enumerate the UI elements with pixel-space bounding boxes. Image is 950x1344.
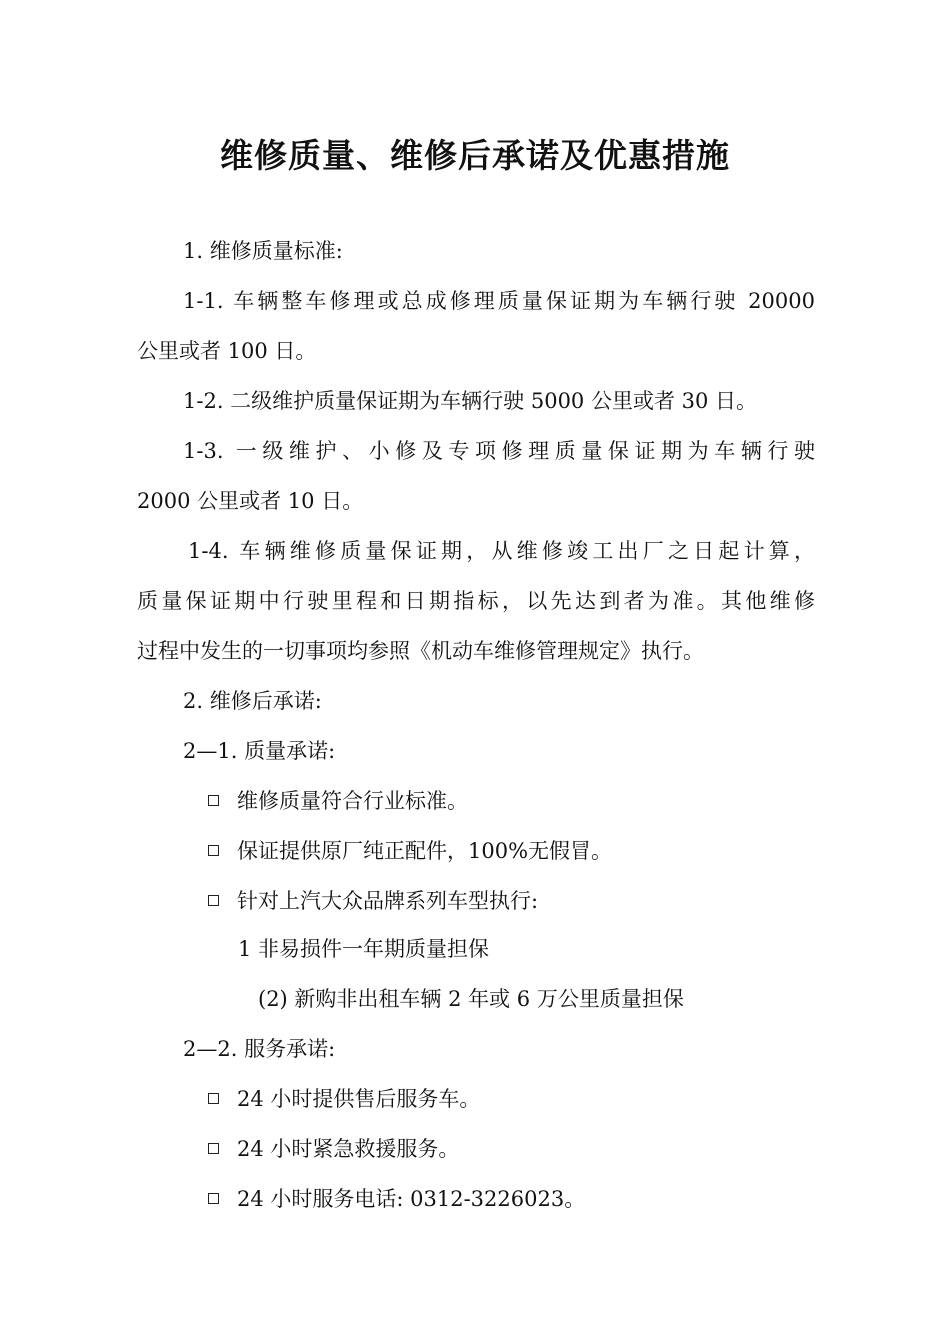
square-bullet-icon [208,895,219,906]
list-item-text: 24 小时紧急救援服务。 [237,1137,460,1161]
paragraph-1-3-line1: 1-3. 一级维护、小修及专项修理质量保证期为车辆行驶 [183,439,815,463]
paragraph-1-4-line2: 质量保证期中行驶里程和日期指标，以先达到者为准。其他维修 [137,589,815,613]
subsection-2-2-heading: 2—2. 服务承诺: [183,1037,336,1061]
subsection-2-1-heading: 2—1. 质量承诺: [183,739,336,763]
section2-heading: 2. 维修后承诺: [183,689,322,713]
square-bullet-icon [208,845,219,856]
list-item [208,786,468,816]
list-item [208,836,612,866]
list-item-text: 24 小时提供售后服务车。 [237,1087,481,1111]
list-item-text: 针对上汽大众品牌系列车型执行: [237,889,539,913]
list-item [208,886,538,916]
paragraph-1-4-line3: 过程中发生的一切事项均参照《机动车维修管理规定》执行。 [137,639,704,663]
sub-list-item-1: 1 非易损件一年期质量担保 [238,937,490,961]
square-bullet-icon [208,1143,219,1154]
list-item-text: 保证提供原厂纯正配件，100%无假冒。 [237,839,613,863]
square-bullet-icon [208,795,219,806]
section1-heading: 1. 维修质量标准: [183,239,343,263]
list-item-text: 维修质量符合行业标准。 [237,789,468,813]
paragraph-1-4-line1: 1-4. 车辆维修质量保证期，从维修竣工出厂之日起计算， [188,539,815,563]
list-item [208,1084,480,1114]
paragraph-1-1-line2: 公里或者 100 日。 [137,339,317,363]
paragraph-1-3-line2: 2000 公里或者 10 日。 [137,489,364,513]
paragraph-1-2: 1-2. 二级维护质量保证期为车辆行驶 5000 公里或者 30 日。 [183,389,758,413]
list-item [208,1184,585,1214]
square-bullet-icon [208,1093,219,1104]
list-item [208,1134,459,1164]
sub-list-item-2: (2) 新购非出租车辆 2 年或 6 万公里质量担保 [258,987,684,1011]
square-bullet-icon [208,1193,219,1204]
list-item-text: 24 小时服务电话: 0312-3226023。 [237,1187,586,1211]
paragraph-1-1-line1: 1-1. 车辆整车修理或总成修理质量保证期为车辆行驶 20000 [183,289,815,313]
document-title: 维修质量、维修后承诺及优惠措施 [220,136,730,175]
